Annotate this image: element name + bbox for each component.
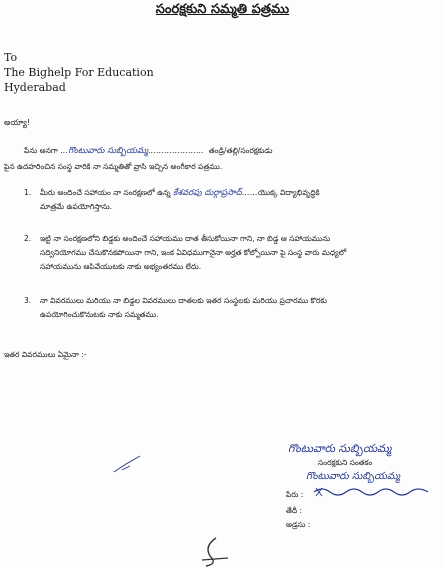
item-text-line3: సహాయమును ఆపివేయుటకు నాకు అభ్యంతరము లేదు.: [40, 262, 202, 271]
page-title: సంరక్షకుని సమ్మతి పత్రము: [155, 2, 290, 17]
list-item: [24, 294, 439, 324]
signature-label: సంరక్షకుని సంతకం: [318, 458, 373, 467]
item-text-line2: మాత్రమే ఉపయోగిస్తాను.: [40, 202, 112, 211]
item-number: 1.: [24, 188, 32, 197]
address-to: To: [4, 51, 18, 64]
child-name-handwritten: కేశవరపు దుర్గాప్రసాద్: [172, 188, 242, 198]
signature-name-handwritten: గొంటువారు సుబ్బియమ్మ: [306, 471, 400, 482]
item-text-pre: మీరు అందించే సహాయం నా సంరక్షణలో ఉన్న: [40, 188, 171, 197]
bottom-scribble: [196, 536, 236, 567]
other-details-label: ఇతర వివరములు ఏమైనా :-: [4, 350, 87, 359]
intro-prefix: పేను అనగా: [24, 146, 58, 155]
item-number: 3.: [24, 296, 32, 305]
intro-relation: తండ్రి/తల్లి/సంరక్షకుడు: [208, 146, 273, 155]
item-text-line2: సద్వినియోగము చేసుకొనకపోయినా గాని, ఇంక ఏవిధముగానైనా అర్హత కోల్పోయినా పై సంస్థ వారు మధ్యలో: [40, 248, 347, 257]
recipient-address: [4, 50, 154, 95]
item-text-post: యొక్క విద్యాభివృద్ధికి: [257, 188, 320, 197]
list-item: [24, 232, 439, 278]
intro-line-2: పైన ఉదహరించిన సంస్థ వారికి నా సమ్మతితో వ్రాసి ఇచ్చిన అంగీకార పత్రము.: [4, 162, 223, 171]
intro-line-1: పేను అనగా …గొంటువారు సుబ్బియమ్మ………………… తండ్రి/తల్లి/సంరక్షకుడు: [24, 146, 273, 156]
list-item: 1. మీరు అందించే సహాయం నా సంరక్షణలో ఉన్న కేశవరపు దుర్గాప్రసాద్……యొక్క విద్యాభివృద్ధికి మాత్రమే ఉపయోగిస్తాను.: [24, 188, 320, 211]
pen-stroke-mark: [112, 452, 142, 476]
item-text-line2: ఉపయోగించుకొనుటకు నాకు సమ్మతము.: [40, 310, 159, 319]
item-text-line1: నా వివరములు మరియు నా బిడ్డల వివరములు దాతలకు ఇతర సంస్థలకు మరియు ప్రచారము కొరకు: [40, 296, 327, 305]
salutation: అయ్యా!: [4, 118, 31, 127]
address-city: Hyderabad: [4, 81, 66, 94]
item-text-line1: ఇట్టి నా సంరక్షణలోని బిడ్డకు అందించే సహాయము దాత తీసుకోయినా గాని, నా బిడ్డ ఆ సహాయమును: [40, 234, 331, 243]
name-field-label: పేరు :: [286, 490, 304, 499]
name-scribble: [312, 484, 432, 498]
item-number: 2.: [24, 234, 32, 243]
address-org: The Bighelp For Education: [4, 66, 154, 79]
guardian-name-handwritten: గొంటువారు సుబ్బియమ్మ: [68, 146, 149, 156]
address-field-label: అడ్రసు :: [286, 520, 311, 529]
date-field-label: తేదీ :: [286, 506, 303, 515]
guardian-signature-handwritten: గొంటువారు సుబ్బియమ్మ: [288, 442, 392, 455]
